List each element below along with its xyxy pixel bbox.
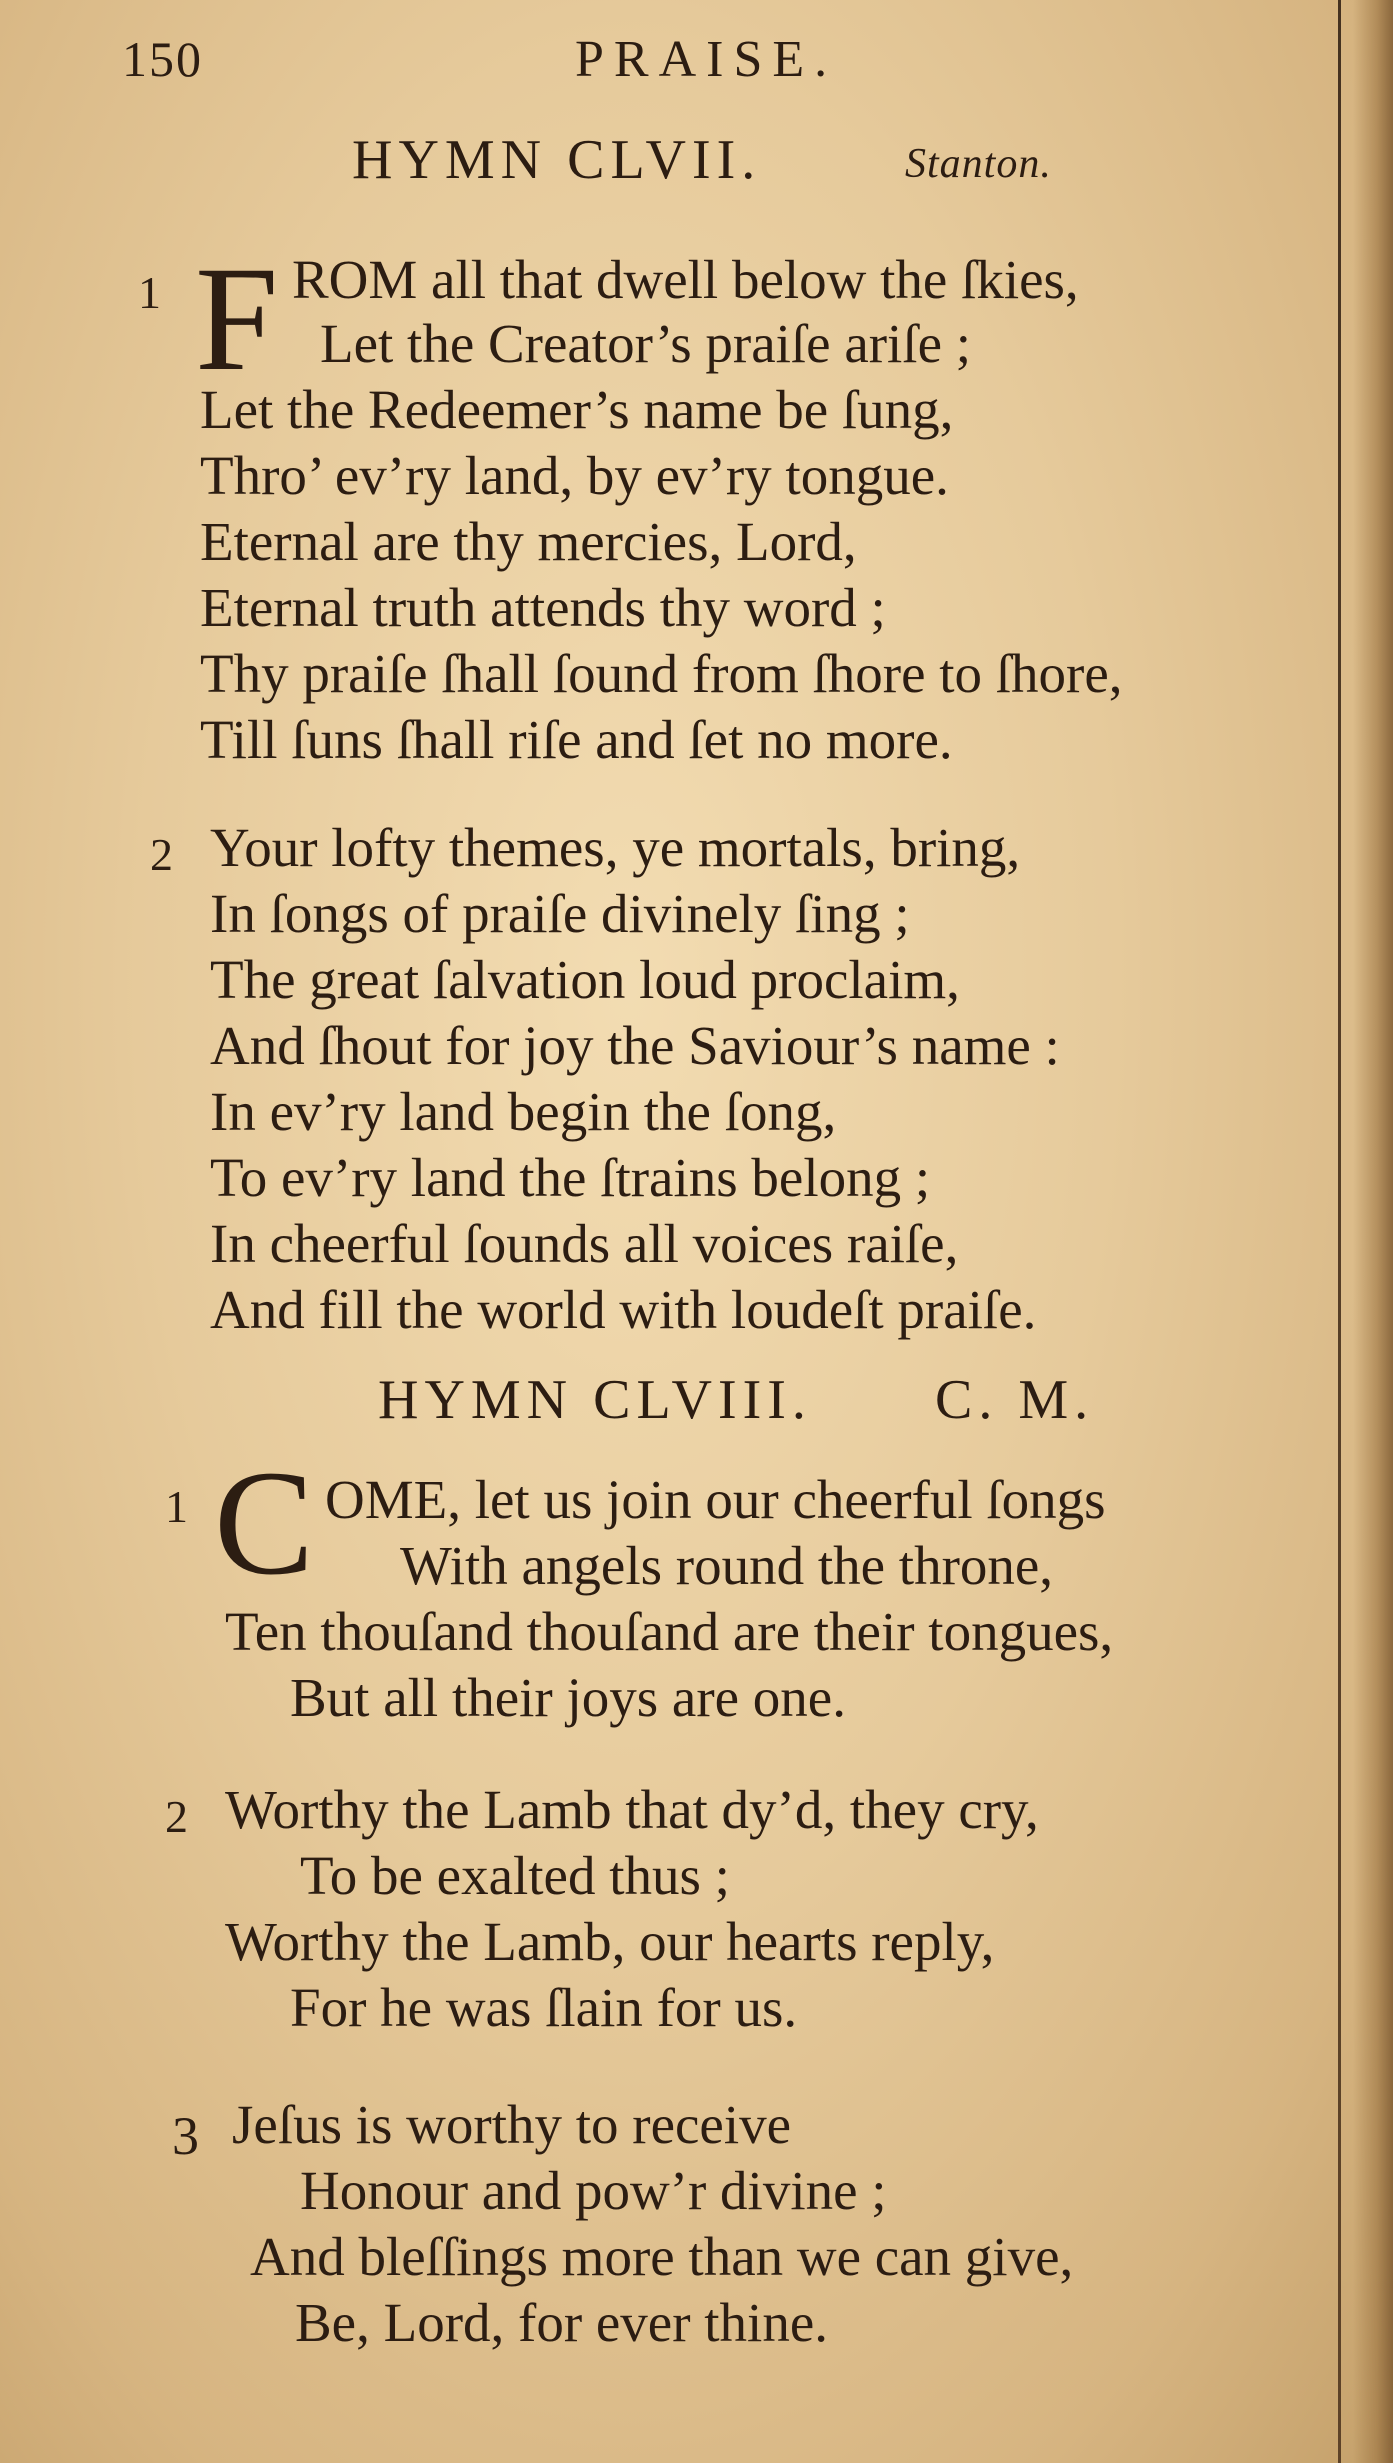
section-title: PRAISE. [575,31,838,88]
hymn-tune: Stanton. [905,141,1052,187]
stanza-number: 2 [150,829,173,880]
stanza-number: 2 [165,1791,188,1842]
verse-line: For he was ſlain for us. [290,1977,798,2038]
verse-line: Let the Creator’s praiſe ariſe ; [320,313,972,374]
verse-line: And bleſſings more than we can give, [250,2226,1074,2287]
verse-line: Your lofty themes, ye mortals, bring, [210,817,1021,878]
stanza-number: 3 [172,2106,199,2166]
verse-line: Till ſuns ſhall riſe and ſet no more. [200,709,953,770]
drop-cap: C [214,1440,315,1606]
verse-line: In cheerful ſounds all voices raiſe, [210,1213,959,1274]
verse-line: Let the Redeemer’s name be ſung, [200,379,954,440]
verse-line: The great ſalvation loud proclaim, [210,949,960,1010]
hymn-meter: C. M. [935,1369,1095,1431]
stanza-number: 1 [165,1481,188,1532]
verse-line: Eternal truth attends thy word ; [200,577,886,638]
verse-line: But all their joys are one. [290,1667,846,1728]
running-head [0,22,1393,92]
verse-line: OME, let us join our cheerful ſongs [325,1469,1106,1530]
verse-line: Honour and pow’r divine ; [300,2160,887,2221]
drop-cap: F [195,236,279,402]
verse-line: And fill the world with loudeſt praiſe. [210,1279,1037,1340]
verse-line: Worthy the Lamb that dy’d, they cry, [225,1779,1039,1840]
verse-line: ROM all that dwell below the ſkies, [292,249,1079,310]
verse-line: In ſongs of praiſe divinely ſing ; [210,883,910,944]
verse-line: Thro’ ev’ry land, by ev’ry tongue. [200,445,949,506]
hymn-title: HYMN CLVIII. [378,1369,812,1431]
verse-line: Be, Lord, for ever thine. [295,2292,829,2353]
verse-line: To ev’ry land the ſtrains belong ; [210,1147,931,1208]
page-number: 150 [122,31,203,87]
verse-line: In ev’ry land begin the ſong, [210,1081,837,1142]
verse-line: Thy praiſe ſhall ſound from ſhore to ſhore, [200,643,1123,704]
stanza-number: 1 [138,267,161,318]
page-edge-shadow [1338,0,1341,2463]
verse-line: Ten thouſand thouſand are their tongues, [225,1601,1114,1662]
verse-line: Jeſus is worthy to receive [232,2094,792,2155]
verse-line: To be exalted thus ; [300,1845,730,1906]
hymn-title: HYMN CLVII. [352,129,762,191]
verse-line: Worthy the Lamb, our hearts reply, [225,1911,995,1972]
verse-line: And ſhout for joy the Saviour’s name : [210,1015,1060,1076]
verse-line: With angels round the throne, [400,1535,1054,1596]
verse-line: Eternal are thy mercies, Lord, [200,511,857,572]
